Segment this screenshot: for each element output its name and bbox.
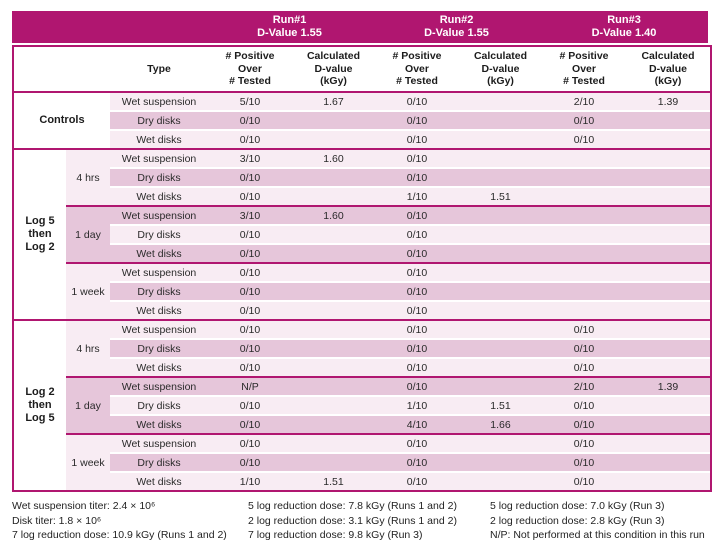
value-cell <box>292 302 375 319</box>
value-cell <box>542 226 626 245</box>
run2-dvalue: D-Value 1.55 <box>424 27 489 39</box>
value-cell: 0/10 <box>208 359 292 376</box>
value-cell: 0/10 <box>208 454 292 473</box>
type-cell: Wet disks <box>110 302 208 319</box>
value-cell: 0/10 <box>375 93 459 112</box>
value-cell <box>292 169 375 188</box>
value-cell <box>626 283 710 302</box>
value-cell: 3/10 <box>208 148 292 169</box>
type-cell: Wet disks <box>110 131 208 148</box>
value-cell: 0/10 <box>542 473 626 490</box>
value-cell: 0/10 <box>375 131 459 148</box>
value-cell: 0/10 <box>208 433 292 454</box>
value-cell: 0/10 <box>208 416 292 433</box>
type-cell: Wet suspension <box>110 148 208 169</box>
table-row <box>14 283 710 302</box>
value-cell: 0/10 <box>208 188 292 205</box>
value-cell: 0/10 <box>375 376 459 397</box>
section-label: Controls <box>14 93 110 148</box>
footnote: N/P: Not performed at this condition in this run <box>490 529 705 541</box>
column-header-row <box>14 47 710 93</box>
table-row <box>14 454 710 473</box>
type-cell: Wet disks <box>110 188 208 205</box>
value-cell: 0/10 <box>208 262 292 283</box>
run2-header <box>373 11 540 43</box>
table-row <box>14 359 710 376</box>
value-cell <box>459 148 542 169</box>
value-cell: 1/10 <box>375 397 459 416</box>
results-table-body <box>14 93 710 490</box>
value-cell <box>542 188 626 205</box>
run1-dvalue: D-Value 1.55 <box>257 27 322 39</box>
value-cell: 0/10 <box>208 397 292 416</box>
value-cell: 1.51 <box>459 397 542 416</box>
value-cell: N/P <box>208 376 292 397</box>
value-cell: 0/10 <box>208 169 292 188</box>
time-label: 1 day <box>66 376 110 433</box>
footnote-column-2 <box>248 499 490 543</box>
value-cell: 5/10 <box>208 93 292 112</box>
col-header-positive-run3: # Positive Over # Tested <box>542 47 626 93</box>
footnote-column-1 <box>12 499 248 543</box>
value-cell <box>459 283 542 302</box>
value-cell: 0/10 <box>208 302 292 319</box>
footnote: Disk titer: 1.8 × 10⁶ <box>12 514 102 527</box>
col-header-calculated-run3: Calculated D-value (kGy) <box>626 47 710 93</box>
table-row <box>14 131 710 148</box>
value-cell <box>459 340 542 359</box>
value-cell: 0/10 <box>208 112 292 131</box>
value-cell: 1/10 <box>208 473 292 490</box>
value-cell: 0/10 <box>542 340 626 359</box>
value-cell <box>626 205 710 226</box>
value-cell <box>292 454 375 473</box>
value-cell: 1.66 <box>459 416 542 433</box>
value-cell: 0/10 <box>542 359 626 376</box>
run1-header <box>206 11 373 43</box>
value-cell: 0/10 <box>542 131 626 148</box>
value-cell <box>459 262 542 283</box>
type-cell: Dry disks <box>110 283 208 302</box>
value-cell <box>292 188 375 205</box>
value-cell <box>626 473 710 490</box>
value-cell <box>459 454 542 473</box>
value-cell: 2/10 <box>542 93 626 112</box>
value-cell: 1.51 <box>459 188 542 205</box>
value-cell <box>292 112 375 131</box>
value-cell <box>626 245 710 262</box>
value-cell: 0/10 <box>375 319 459 340</box>
value-cell <box>459 93 542 112</box>
value-cell: 0/10 <box>375 302 459 319</box>
value-cell: 0/10 <box>375 169 459 188</box>
table-row <box>14 262 710 283</box>
value-cell <box>626 416 710 433</box>
type-cell: Dry disks <box>110 112 208 131</box>
value-cell <box>626 302 710 319</box>
type-cell: Dry disks <box>110 340 208 359</box>
value-cell: 0/10 <box>375 226 459 245</box>
value-cell: 0/10 <box>375 340 459 359</box>
time-label: 4 hrs <box>66 319 110 376</box>
table-row <box>14 112 710 131</box>
table-row <box>14 245 710 262</box>
value-cell: 0/10 <box>375 148 459 169</box>
value-cell <box>459 319 542 340</box>
value-cell <box>626 169 710 188</box>
value-cell <box>542 169 626 188</box>
value-cell: 0/10 <box>208 319 292 340</box>
value-cell <box>459 433 542 454</box>
value-cell: 0/10 <box>375 473 459 490</box>
value-cell <box>459 302 542 319</box>
value-cell: 1.60 <box>292 205 375 226</box>
value-cell <box>292 359 375 376</box>
value-cell: 0/10 <box>542 433 626 454</box>
value-cell <box>626 131 710 148</box>
footnotes <box>12 499 708 543</box>
col-header-calculated-run1: Calculated D-value (kGy) <box>292 47 375 93</box>
type-cell: Wet suspension <box>110 262 208 283</box>
value-cell <box>542 302 626 319</box>
value-cell <box>626 340 710 359</box>
run2-name: Run#2 <box>439 13 474 26</box>
table-row <box>14 473 710 490</box>
value-cell <box>542 148 626 169</box>
footnote: 2 log reduction dose: 3.1 kGy (Runs 1 and 2) <box>248 514 457 527</box>
value-cell <box>292 283 375 302</box>
type-cell: Dry disks <box>110 454 208 473</box>
value-cell: 4/10 <box>375 416 459 433</box>
value-cell: 1/10 <box>375 188 459 205</box>
table-row <box>14 169 710 188</box>
footnote: 2 log reduction dose: 2.8 kGy (Run 3) <box>490 514 665 527</box>
value-cell <box>459 473 542 490</box>
table-row <box>14 205 710 226</box>
time-label: 1 week <box>66 262 110 319</box>
value-cell <box>292 416 375 433</box>
value-cell <box>292 226 375 245</box>
value-cell: 1.39 <box>626 93 710 112</box>
footnote: 7 log reduction dose: 10.9 kGy (Runs 1 and 2) <box>12 529 227 541</box>
value-cell <box>626 319 710 340</box>
value-cell <box>292 245 375 262</box>
value-cell: 1.39 <box>626 376 710 397</box>
col-header-positive-run2: # Positive Over # Tested <box>375 47 459 93</box>
type-cell: Wet disks <box>110 473 208 490</box>
col-header-calculated-run2: Calculated D-value (kGy) <box>459 47 542 93</box>
table-row <box>14 226 710 245</box>
value-cell: 3/10 <box>208 205 292 226</box>
run3-name: Run#3 <box>607 13 641 26</box>
table-row <box>14 302 710 319</box>
value-cell <box>459 226 542 245</box>
run3-dvalue: D-Value 1.40 <box>591 27 657 39</box>
type-cell: Wet disks <box>110 245 208 262</box>
value-cell: 0/10 <box>375 454 459 473</box>
table-row <box>14 148 710 169</box>
value-cell <box>626 454 710 473</box>
type-cell: Dry disks <box>110 169 208 188</box>
table-row <box>14 93 710 112</box>
value-cell <box>292 262 375 283</box>
value-cell <box>626 359 710 376</box>
value-cell <box>292 376 375 397</box>
type-cell: Wet suspension <box>110 319 208 340</box>
type-cell: Wet suspension <box>110 433 208 454</box>
value-cell: 2/10 <box>542 376 626 397</box>
value-cell: 0/10 <box>208 131 292 148</box>
type-cell: Wet suspension <box>110 376 208 397</box>
footnote: 5 log reduction dose: 7.0 kGy (Run 3) <box>490 500 665 512</box>
time-label: 1 day <box>66 205 110 262</box>
table-row <box>14 416 710 433</box>
value-cell: 0/10 <box>375 262 459 283</box>
value-cell <box>626 433 710 454</box>
time-label: 4 hrs <box>66 148 110 205</box>
run1-name: Run#1 <box>272 13 307 26</box>
table-row <box>14 188 710 205</box>
value-cell: 0/10 <box>208 340 292 359</box>
value-cell <box>542 262 626 283</box>
type-cell: Dry disks <box>110 397 208 416</box>
header-empty-cell <box>14 47 110 93</box>
type-cell: Wet suspension <box>110 205 208 226</box>
value-cell: 1.60 <box>292 148 375 169</box>
type-cell: Wet disks <box>110 416 208 433</box>
value-cell: 0/10 <box>375 433 459 454</box>
value-cell <box>292 340 375 359</box>
value-cell: 0/10 <box>542 319 626 340</box>
value-cell: 1.51 <box>292 473 375 490</box>
footnote: 5 log reduction dose: 7.8 kGy (Runs 1 and 2) <box>248 500 457 512</box>
value-cell: 0/10 <box>208 245 292 262</box>
value-cell <box>626 226 710 245</box>
type-cell: Wet suspension <box>110 93 208 112</box>
value-cell: 0/10 <box>375 245 459 262</box>
value-cell: 0/10 <box>208 226 292 245</box>
value-cell <box>626 188 710 205</box>
footnote: Wet suspension titer: 2.4 × 10⁶ <box>12 500 156 512</box>
value-cell <box>459 359 542 376</box>
value-cell: 0/10 <box>208 283 292 302</box>
value-cell: 1.67 <box>292 93 375 112</box>
value-cell <box>459 245 542 262</box>
value-cell <box>626 112 710 131</box>
value-cell <box>626 262 710 283</box>
value-cell: 0/10 <box>542 416 626 433</box>
value-cell <box>626 397 710 416</box>
section-label: Log 2 then Log 5 <box>14 319 66 490</box>
table-row <box>14 319 710 340</box>
run3-header <box>540 11 708 43</box>
value-cell <box>459 112 542 131</box>
table-header-band <box>12 11 708 43</box>
value-cell <box>542 245 626 262</box>
value-cell <box>292 433 375 454</box>
value-cell <box>626 148 710 169</box>
table-row <box>14 433 710 454</box>
results-table <box>12 45 712 492</box>
value-cell: 0/10 <box>375 205 459 226</box>
col-header-type: Type <box>110 47 208 93</box>
value-cell <box>542 283 626 302</box>
table-row <box>14 340 710 359</box>
value-cell <box>292 397 375 416</box>
value-cell <box>292 319 375 340</box>
type-cell: Wet disks <box>110 359 208 376</box>
footnote-column-3 <box>490 499 708 543</box>
value-cell: 0/10 <box>542 397 626 416</box>
value-cell: 0/10 <box>542 454 626 473</box>
value-cell <box>459 131 542 148</box>
section-label: Log 5 then Log 2 <box>14 148 66 319</box>
value-cell: 0/10 <box>542 112 626 131</box>
value-cell <box>292 131 375 148</box>
footnote: 7 log reduction dose: 9.8 kGy (Run 3) <box>248 529 423 541</box>
value-cell: 0/10 <box>375 359 459 376</box>
value-cell: 0/10 <box>375 283 459 302</box>
value-cell <box>542 205 626 226</box>
value-cell <box>459 169 542 188</box>
value-cell <box>459 376 542 397</box>
time-label: 1 week <box>66 433 110 490</box>
col-header-positive-run1: # Positive Over # Tested <box>208 47 292 93</box>
band-spacer <box>12 11 206 43</box>
type-cell: Dry disks <box>110 226 208 245</box>
value-cell: 0/10 <box>375 112 459 131</box>
table-row <box>14 376 710 397</box>
value-cell <box>459 205 542 226</box>
table-row <box>14 397 710 416</box>
